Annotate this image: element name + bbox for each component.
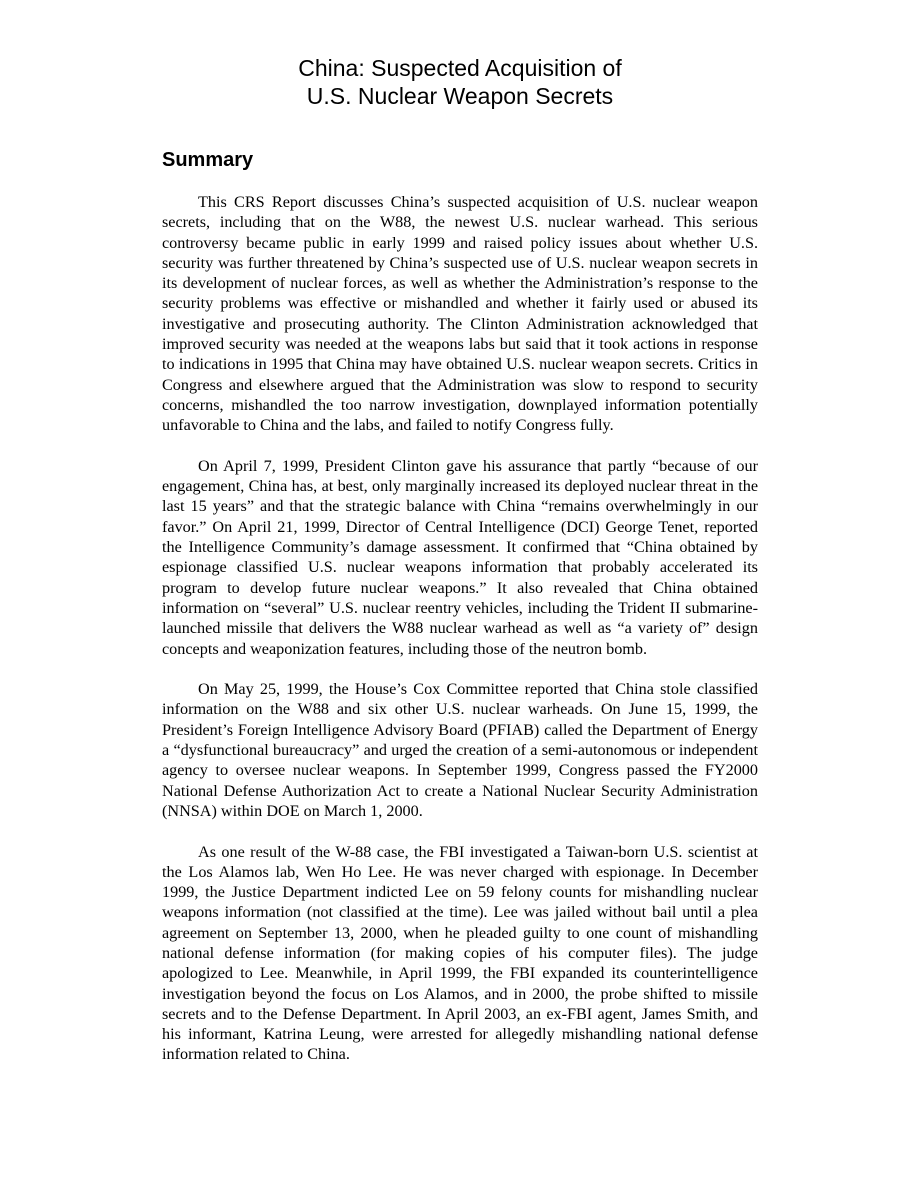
summary-heading: Summary	[162, 149, 254, 171]
title-line-1: China: Suspected Acquisition of	[298, 55, 622, 81]
paragraph-1: This CRS Report discusses China’s suspected acquisition of U.S. nuclear weapon secrets, including that on the W88, the newest U.S. nuclear warhead. This serious controversy became public in early 1999 and raised policy issues about whether U.S. security was further threatened by China’s suspected use of U.S. nuclear weapon secrets in its development of nuclear forces, as well as whether the Administration’s response to the security problems was effective or mishandled and whether it fairly used or abused its investigative and prosecuting authority. The Clinton Administration acknowledged that improved security was needed at the weapons labs but said that it took actions in response to indications in 1995 that China may have obtained U.S. nuclear weapon secrets. Critics in Congress and elsewhere argued that the Administration was slow to respond to security concerns, mishandled the too narrow investigation, downplayed information potentially unfavorable to China and the labs, and failed to notify Congress fully.	[162, 193, 758, 435]
paragraph-2: On April 7, 1999, President Clinton gave his assurance that partly “because of our engagement, China has, at best, only marginally increased its deployed nuclear threat in the last 15 years” and that the strategic balance with China “remains overwhelmingly in our favor.” On April 21, 1999, Director of Central Intelligence (DCI) George Tenet, reported the Intelligence Community’s damage assessment. It confirmed that “China obtained by espionage classified U.S. nuclear weapons information that probably accelerated its program to develop future nuclear weapons.” It also revealed that China obtained information on “several” U.S. nuclear reentry vehicles, including the Trident II submarine-launched missile that delivers the W88 nuclear warhead as well as “a variety of” design concepts and weaponization features, including those of the neutron bomb.	[162, 456, 758, 658]
paragraph-4: As one result of the W-88 case, the FBI investigated a Taiwan-born U.S. scientist at the Los Alamos lab, Wen Ho Lee. He was never charged with espionage. In December 1999, the Justice Department indicted Lee on 59 felony counts for mishandling nuclear weapons information (not classified at the time). Lee was jailed without bail until a plea agreement on September 13, 2000, when he pleaded guilty to one count of mishandling national defense information (for making copies of his computer files). The judge apologized to Lee. Meanwhile, in April 1999, the FBI expanded its counterintelligence investigation beyond the focus on Los Alamos, and in 2000, the probe shifted to missile secrets and to the Defense Department. In April 2003, an ex-FBI agent, James Smith, and his informant, Katrina Leung, were arrested for allegedly mishandling national defense information related to China.	[162, 842, 758, 1064]
document-title	[162, 54, 758, 110]
paragraph-3: On May 25, 1999, the House’s Cox Committee reported that China stole classified information on the W88 and six other U.S. nuclear warheads. On June 15, 1999, the President’s Foreign Intelligence Advisory Board (PFIAB) called the Department of Energy a “dysfunctional bureaucracy” and urged the creation of a semi-autonomous or independent agency to oversee nuclear weapons. In September 1999, Congress passed the FY2000 National Defense Authorization Act to create a National Nuclear Security Administration (NNSA) within DOE on March 1, 2000.	[162, 680, 758, 820]
summary-body	[162, 192, 758, 1085]
title-line-2: U.S. Nuclear Weapon Secrets	[306, 83, 614, 109]
